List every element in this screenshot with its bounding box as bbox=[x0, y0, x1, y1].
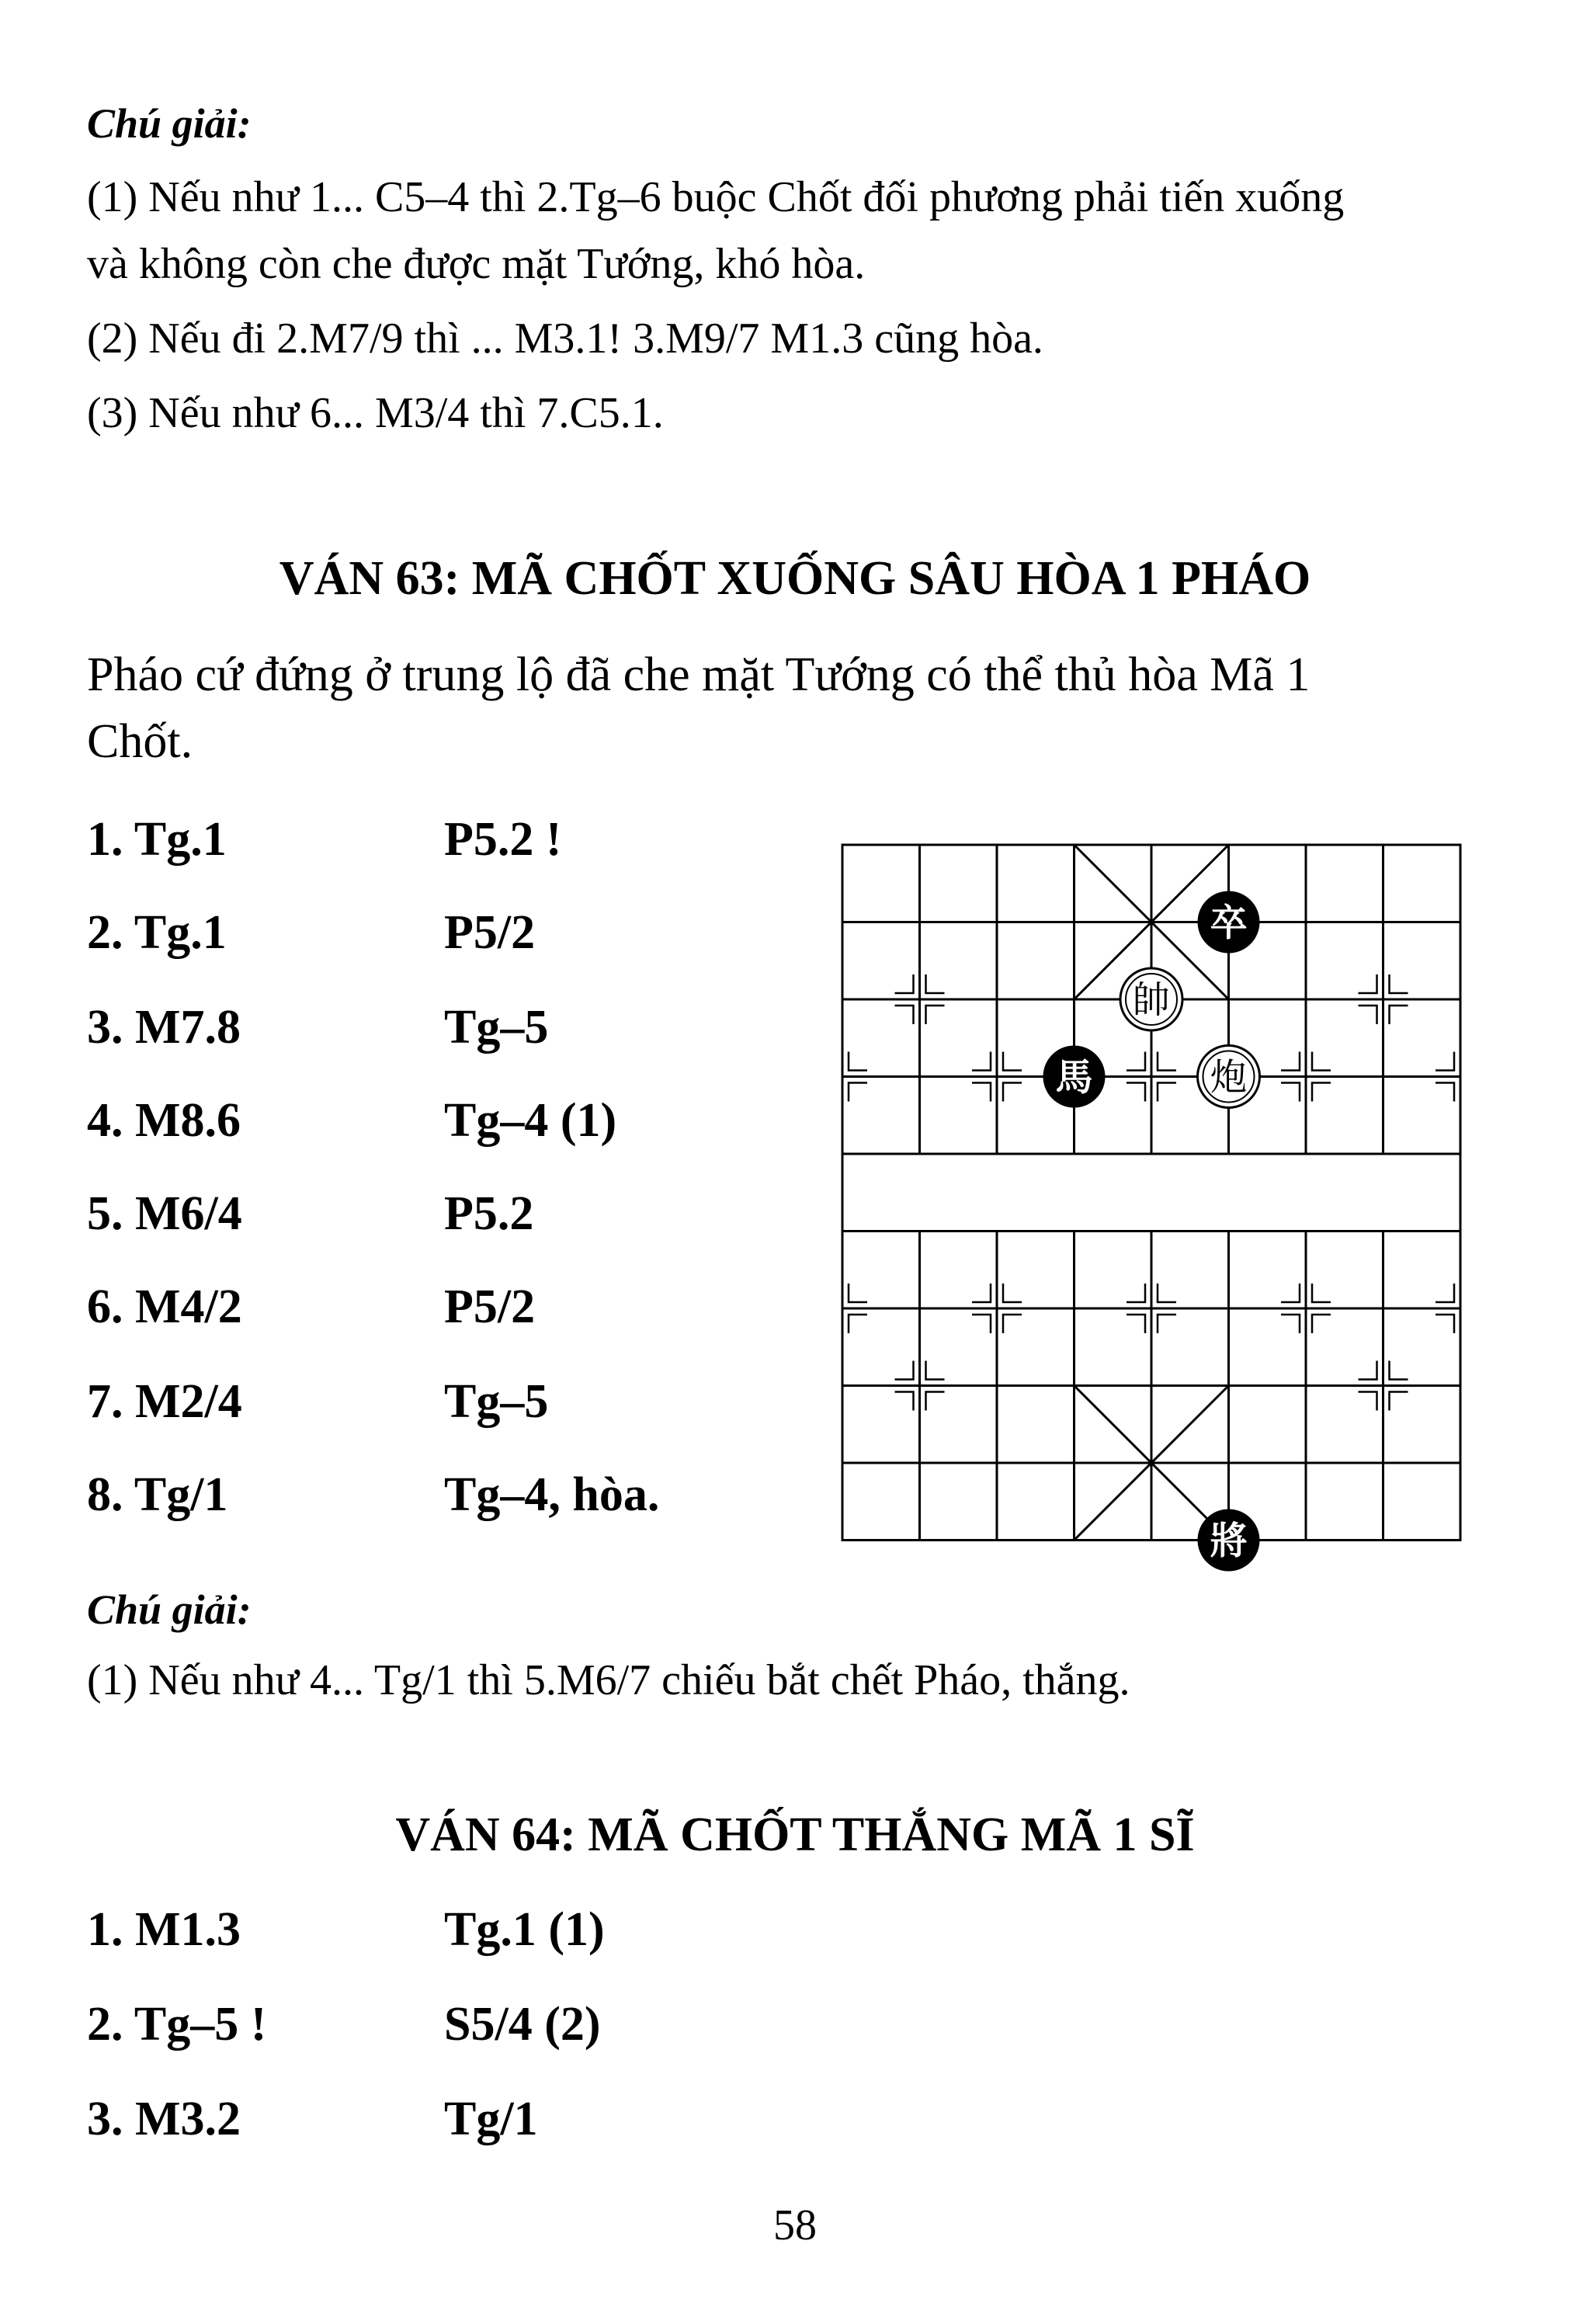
position-marker bbox=[1127, 1083, 1145, 1102]
position-marker bbox=[1127, 1315, 1145, 1333]
notes-title: Chú giải: bbox=[87, 100, 252, 147]
page-number: 58 bbox=[773, 2201, 817, 2249]
position-marker bbox=[1359, 1006, 1377, 1024]
position-marker bbox=[1003, 1083, 1022, 1102]
move-black: Tg–5 bbox=[444, 1375, 549, 1428]
game63-note: (1) Nếu như 4... Tg/1 thì 5.M6/7 chiếu bắt chết Pháo, thắng. bbox=[87, 1656, 1130, 1704]
note-line: (2) Nếu đi 2.M7/9 thì ... M3.1! 3.M9/7 M1.3 cũng hòa. bbox=[87, 314, 1043, 363]
move-red: 8. Tg/1 bbox=[87, 1468, 228, 1521]
move-red: 2. Tg–5 ! bbox=[87, 1998, 267, 2051]
position-marker bbox=[1003, 1052, 1022, 1071]
position-marker bbox=[895, 1392, 914, 1411]
xiangqi-board bbox=[823, 823, 1467, 1592]
note-line: và không còn che được mặt Tướng, khó hòa. bbox=[87, 240, 866, 288]
position-marker bbox=[895, 1361, 914, 1380]
position-marker bbox=[1127, 1284, 1145, 1302]
move-black: Tg/1 bbox=[444, 2093, 538, 2145]
move-black: Tg.1 (1) bbox=[444, 1903, 605, 1956]
position-marker bbox=[926, 1361, 945, 1380]
position-marker bbox=[1436, 1315, 1454, 1333]
position-marker bbox=[1312, 1315, 1331, 1333]
position-marker bbox=[1390, 1361, 1408, 1380]
position-marker bbox=[1359, 1361, 1377, 1380]
position-marker bbox=[1281, 1052, 1300, 1071]
position-marker bbox=[1359, 974, 1377, 993]
move-red: 6. M4/2 bbox=[87, 1280, 242, 1333]
position-marker bbox=[1390, 974, 1408, 993]
note-line: (1) Nếu như 1... C5–4 thì 2.Tg–6 buộc Chốt đối phương phải tiến xuống bbox=[87, 173, 1345, 221]
position-marker bbox=[849, 1052, 867, 1071]
position-marker bbox=[849, 1284, 867, 1302]
position-marker bbox=[849, 1315, 867, 1333]
position-marker bbox=[1390, 1392, 1408, 1411]
move-black: Tg–4, hòa. bbox=[444, 1468, 660, 1521]
move-red: 4. M8.6 bbox=[87, 1094, 241, 1147]
game63-intro-line: Pháo cứ đứng ở trung lộ đã che mặt Tướng có thể thủ hòa Mã 1 bbox=[87, 648, 1311, 701]
position-marker bbox=[895, 1006, 914, 1024]
move-red: 1. M1.3 bbox=[87, 1903, 241, 1956]
move-red: 7. M2/4 bbox=[87, 1375, 242, 1428]
position-marker bbox=[926, 1392, 945, 1411]
position-marker bbox=[972, 1315, 991, 1333]
position-marker bbox=[972, 1083, 991, 1102]
move-red: 3. M3.2 bbox=[87, 2093, 241, 2145]
position-marker bbox=[1003, 1315, 1022, 1333]
position-marker bbox=[1158, 1052, 1176, 1071]
move-red: 5. M6/4 bbox=[87, 1187, 242, 1240]
game63-intro-line: Chốt. bbox=[87, 715, 193, 768]
game63-title: VÁN 63: MÃ CHỐT XUỐNG SÂU HÒA 1 PHÁO bbox=[279, 552, 1311, 605]
position-marker bbox=[1436, 1083, 1454, 1102]
game64-title: VÁN 64: MÃ CHỐT THẮNG MÃ 1 SĨ bbox=[395, 1808, 1195, 1861]
phao-piece-label: 炮 bbox=[1210, 1055, 1248, 1099]
suai-piece-label: 帥 bbox=[1132, 978, 1171, 1022]
move-black: Tg–4 (1) bbox=[444, 1094, 617, 1147]
position-marker bbox=[972, 1284, 991, 1302]
move-black: P5/2 bbox=[444, 906, 536, 959]
position-marker bbox=[1003, 1284, 1022, 1302]
position-marker bbox=[1312, 1052, 1331, 1071]
position-marker bbox=[849, 1083, 867, 1102]
note-line: (3) Nếu như 6... M3/4 thì 7.C5.1. bbox=[87, 389, 664, 437]
move-black: P5.2 bbox=[444, 1187, 534, 1240]
position-marker bbox=[926, 1006, 945, 1024]
position-marker bbox=[926, 974, 945, 993]
position-marker bbox=[1312, 1083, 1331, 1102]
position-marker bbox=[1158, 1083, 1176, 1102]
position-marker bbox=[1158, 1315, 1176, 1333]
position-marker bbox=[1359, 1392, 1377, 1411]
position-marker bbox=[1436, 1052, 1454, 1071]
position-marker bbox=[1281, 1083, 1300, 1102]
position-marker bbox=[1390, 1006, 1408, 1024]
position-marker bbox=[972, 1052, 991, 1071]
position-marker bbox=[1158, 1284, 1176, 1302]
ma-piece-label: 馬 bbox=[1055, 1055, 1093, 1099]
position-marker bbox=[1312, 1284, 1331, 1302]
move-red: 1. Tg.1 bbox=[87, 813, 227, 866]
move-red: 2. Tg.1 bbox=[87, 906, 227, 959]
move-black: S5/4 (2) bbox=[444, 1998, 601, 2051]
move-red: 3. M7.8 bbox=[87, 1001, 241, 1054]
move-black: P5.2 ! bbox=[444, 813, 562, 866]
position-marker bbox=[1127, 1052, 1145, 1071]
move-black: P5/2 bbox=[444, 1280, 536, 1333]
tot-piece-label: 卒 bbox=[1210, 901, 1248, 945]
position-marker bbox=[1281, 1315, 1300, 1333]
position-marker bbox=[1281, 1284, 1300, 1302]
position-marker bbox=[1436, 1284, 1454, 1302]
position-marker bbox=[895, 974, 914, 993]
game63-note-title: Chú giải: bbox=[87, 1586, 252, 1633]
tuong-piece-label: 將 bbox=[1210, 1519, 1248, 1563]
move-black: Tg–5 bbox=[444, 1001, 549, 1054]
